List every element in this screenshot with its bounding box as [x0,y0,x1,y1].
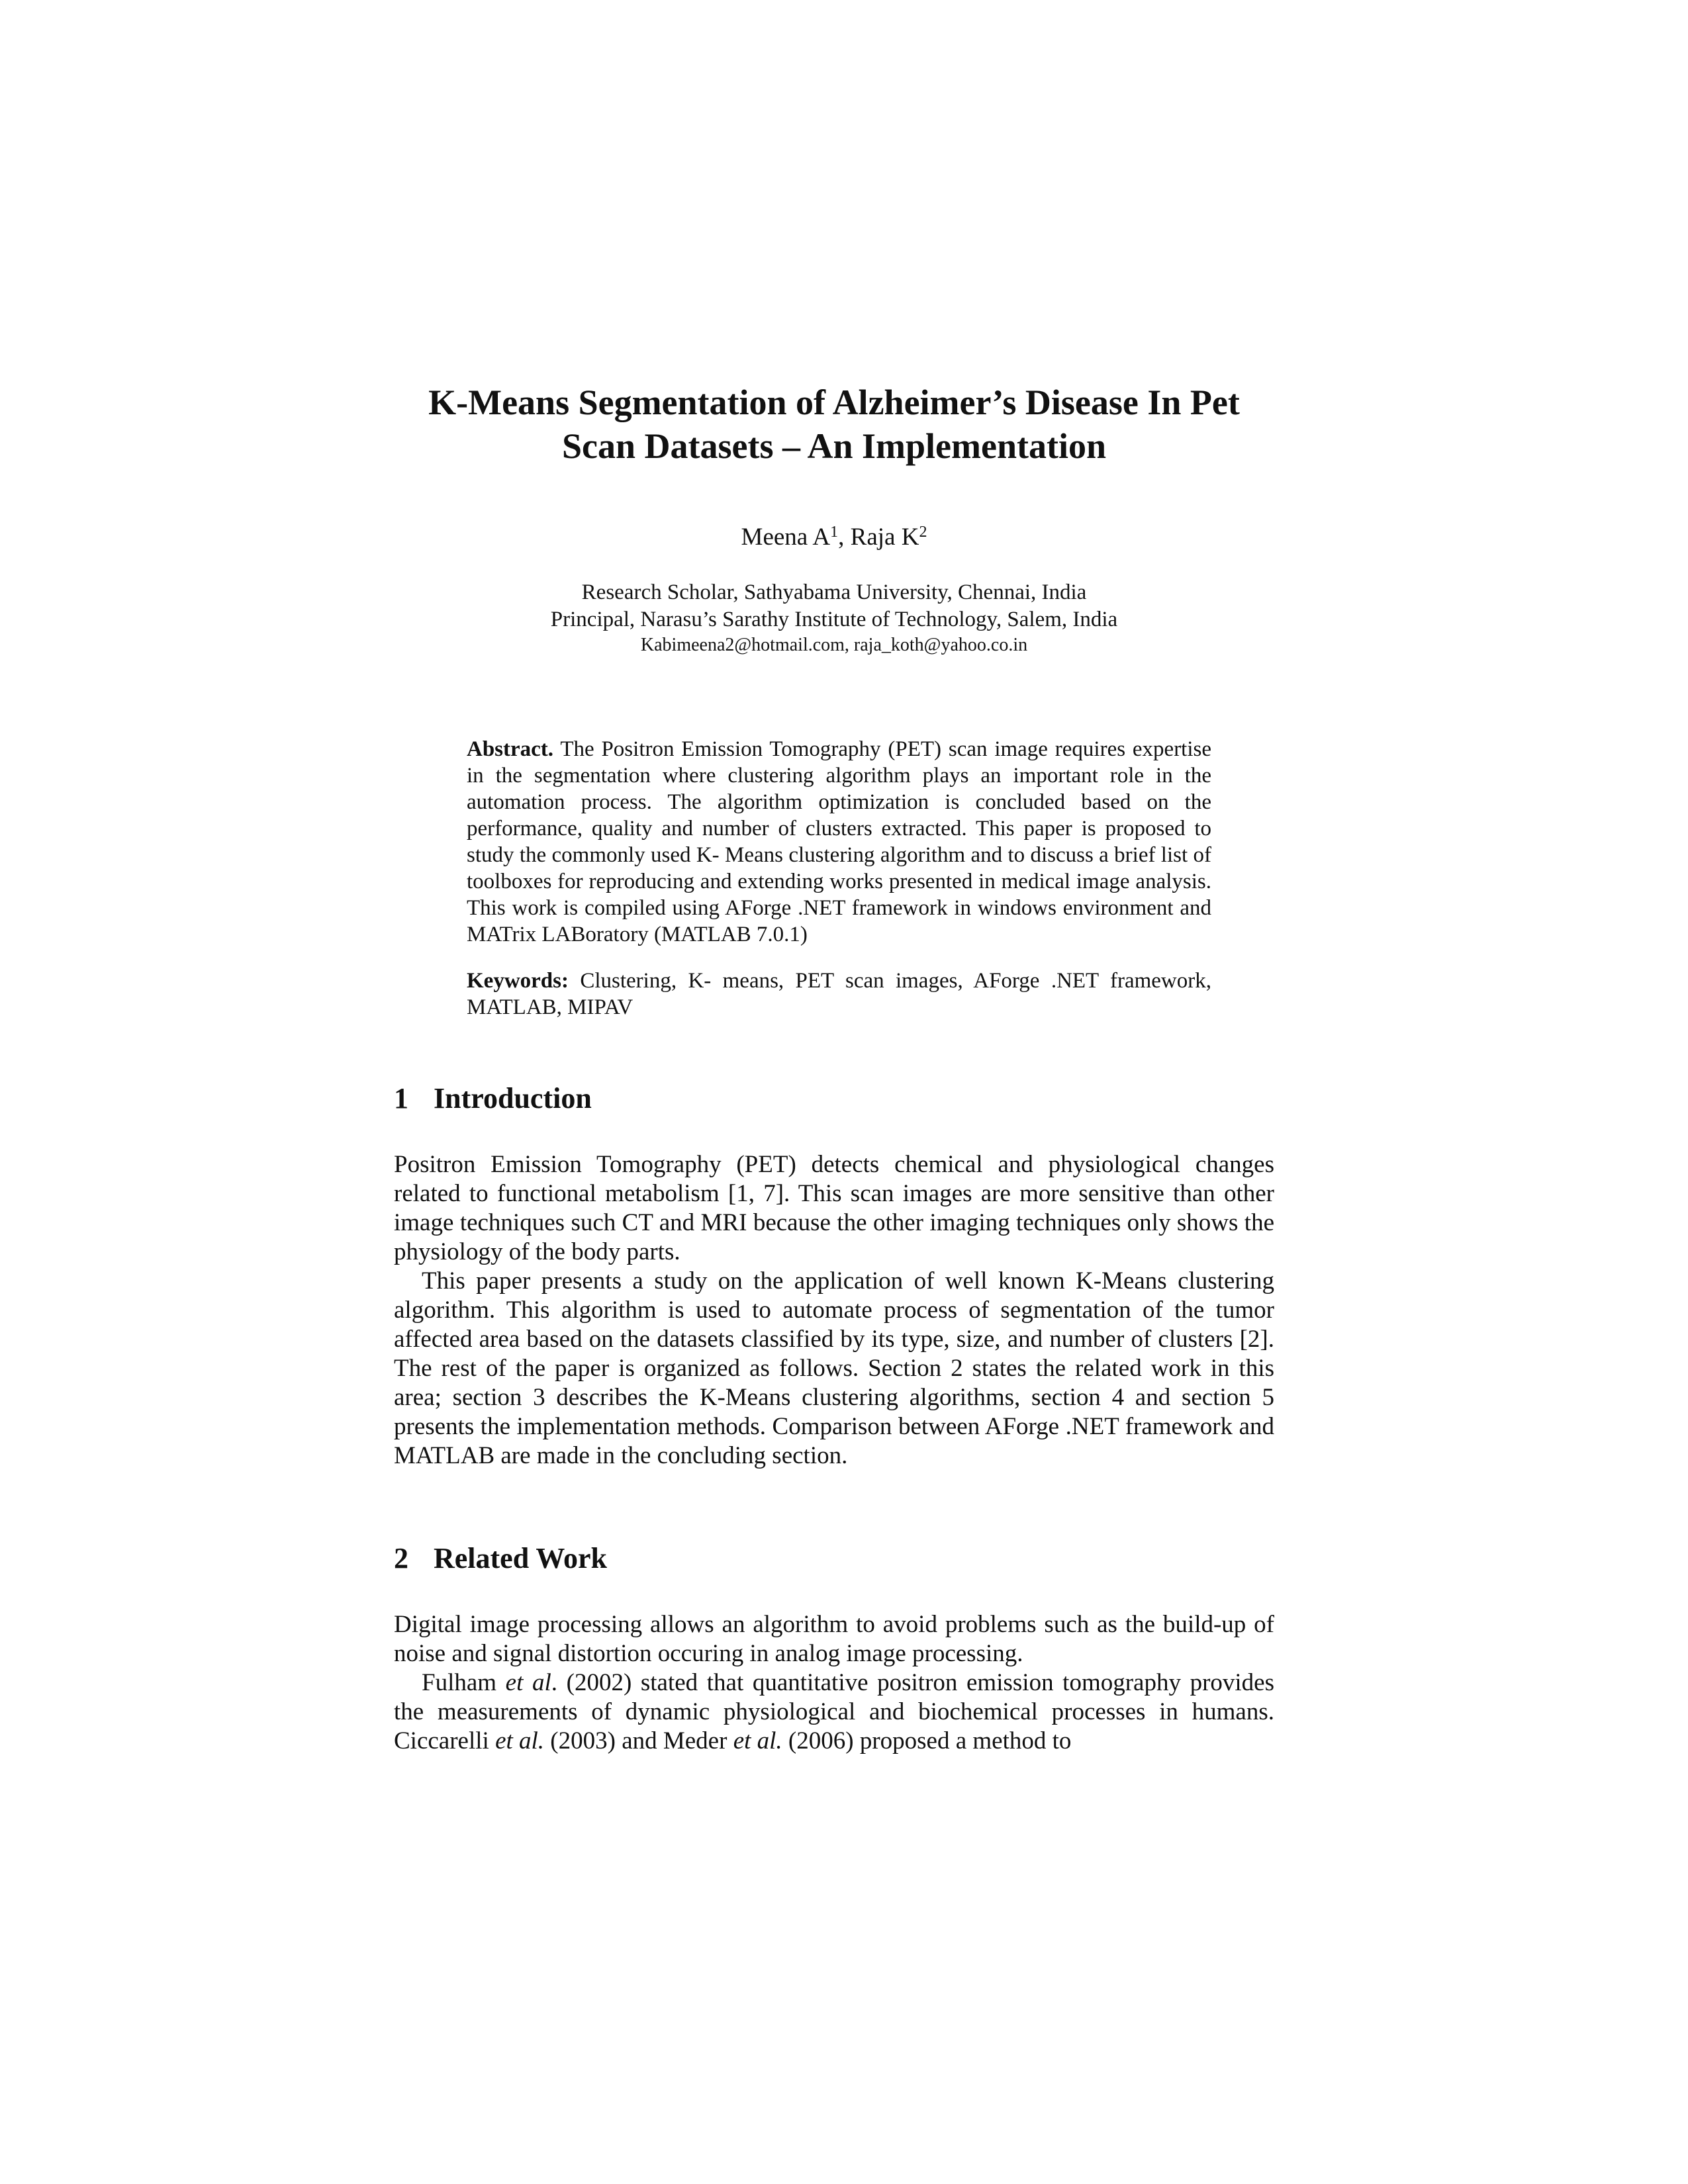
introduction-body [394,1150,1274,1471]
author-list [371,523,1297,552]
text-run: . (2002) stated that quantitative positron emission tomography provides the measurements of dynamic physiological and biochemical processes in humans. Ciccarelli [394,1669,1274,1754]
introduction-paragraph-2: This paper presents a study on the application of well known K-Means clustering algorithm. This algorithm is used to automate process of segmentation of the tumor affected area based on the datasets classified by its type, size, and number of clusters [2]. The rest of the paper is organized as follows. Section 2 states the related work in this area; section 3 describes the K-Means clustering algorithms, section 4 and section 5 presents the implementation methods. Comparison between AForge .NET framework and MATLAB are made in the concluding section. [394,1267,1274,1469]
italic-citation: et al. [733,1727,782,1754]
introduction-paragraph-1: Positron Emission Tomography (PET) detects chemical and physiological changes related to functional metabolism [1, 7]. This scan images are more sensitive than other image techniques such CT and MRI because the other imaging techniques only shows the physiology of the body parts. [394,1151,1274,1265]
keywords-text: Clustering, K- means, PET scan images, AForge .NET framework, MATLAB, MIPAV [467,969,1211,1019]
keywords [467,968,1211,1021]
title-line-1: K-Means Segmentation of Alzheimer’s Disease In Pet [428,383,1240,422]
affiliation-1: Research Scholar, Sathyabama University, Chennai, India [581,580,1087,604]
section-title: Related Work [434,1542,607,1574]
section-number: 2 [394,1542,408,1574]
abstract [467,736,1211,948]
italic-citation: et al [505,1669,551,1696]
author-2-affiliation-mark: 2 [919,523,927,541]
text-run: Fulham [422,1669,506,1696]
related-work-paragraph-1: Digital image processing allows an algorithm to avoid problems such as the build-up of noise and signal distortion occuring in analog image processing. [394,1611,1274,1667]
author-1-affiliation-mark: 1 [830,523,839,541]
text-run: (2006) proposed a method to [782,1727,1072,1754]
title-line-2: Scan Datasets – An Implementation [561,426,1107,466]
section-title: Introduction [434,1082,592,1115]
author-emails: Kabimeena2@hotmail.com, raja_koth@yahoo.co.in [640,635,1028,655]
author-2-name: , Raja K [838,523,919,551]
text-run: (2003) and Meder [544,1727,733,1754]
italic-citation: et al. [495,1727,545,1754]
paper-title [371,381,1297,468]
author-1-name: Meena A [741,523,831,551]
affiliation-2: Principal, Narasu’s Sarathy Institute of Technology, Salem, India [550,608,1118,631]
affiliations [371,579,1297,657]
abstract-text: The Positron Emission Tomography (PET) scan image requires expertise in the segmentation where clustering algorithm plays an important role in the automation process. The algorithm optimization is concluded based on the performance, quality and number of clusters extracted. This paper is proposed to study the commonly used K- Means clustering algorithm and to discuss a brief list of toolboxes for reproducing and extending works presented in medical image analysis. This work is compiled using AForge .NET framework in windows environment and MATrix LABoratory (MATLAB 7.0.1) [467,737,1212,946]
section-heading-introduction [394,1082,592,1115]
abstract-label: Abstract. [467,737,554,761]
section-number: 1 [394,1082,408,1115]
section-heading-related-work [394,1542,607,1575]
keywords-label: Keywords: [467,969,569,993]
related-work-body [394,1610,1274,1756]
related-work-paragraph-2 [394,1668,1274,1756]
